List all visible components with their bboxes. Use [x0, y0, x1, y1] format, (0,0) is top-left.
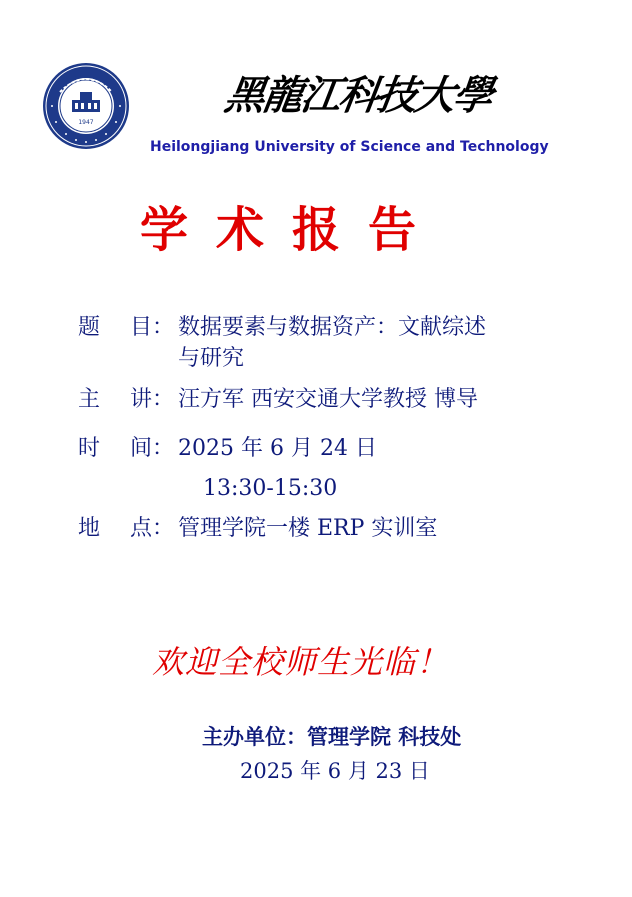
time-range: 13:30-15:30	[203, 476, 338, 501]
speaker-label-char1: 主	[78, 387, 101, 412]
time-date: 2025 年 6 月 24 日	[178, 436, 377, 461]
topic-value-line1: 数据要素与数据资产：文献综述	[178, 315, 487, 340]
place-value: 管理学院一楼 ERP 实训室	[178, 516, 438, 541]
topic-value-line2: 与研究	[178, 346, 245, 371]
time-label-char2: 间：	[130, 436, 175, 461]
speaker-label-char2: 讲：	[130, 387, 175, 412]
time-label-char1: 时	[78, 436, 101, 461]
speaker-value: 汪方军 西安交通大学教授 博导	[178, 387, 478, 412]
welcome-message: 欢迎全校师生光临！	[152, 643, 450, 681]
place-label-char1: 地	[78, 516, 101, 541]
organizer: 主办单位：管理学院 科技处	[202, 724, 462, 749]
issue-date: 2025 年 6 月 23 日	[240, 759, 430, 783]
place-label-char2: 点：	[130, 516, 175, 541]
topic-label-char1: 题	[78, 315, 101, 340]
university-name-chinese: 黑龍江科技大學	[221, 72, 495, 119]
university-logo	[42, 62, 130, 150]
logo-year: 1947	[78, 119, 94, 126]
speaker-label	[78, 385, 178, 415]
topic-label-char2: 目：	[130, 315, 175, 340]
topic-label	[78, 313, 178, 343]
university-seal-icon	[42, 62, 130, 150]
place-label	[78, 514, 178, 544]
page-title: 学术报告	[140, 202, 445, 258]
time-label	[78, 434, 178, 464]
university-name-english: Heilongjiang University of Science and Technology	[150, 139, 549, 155]
